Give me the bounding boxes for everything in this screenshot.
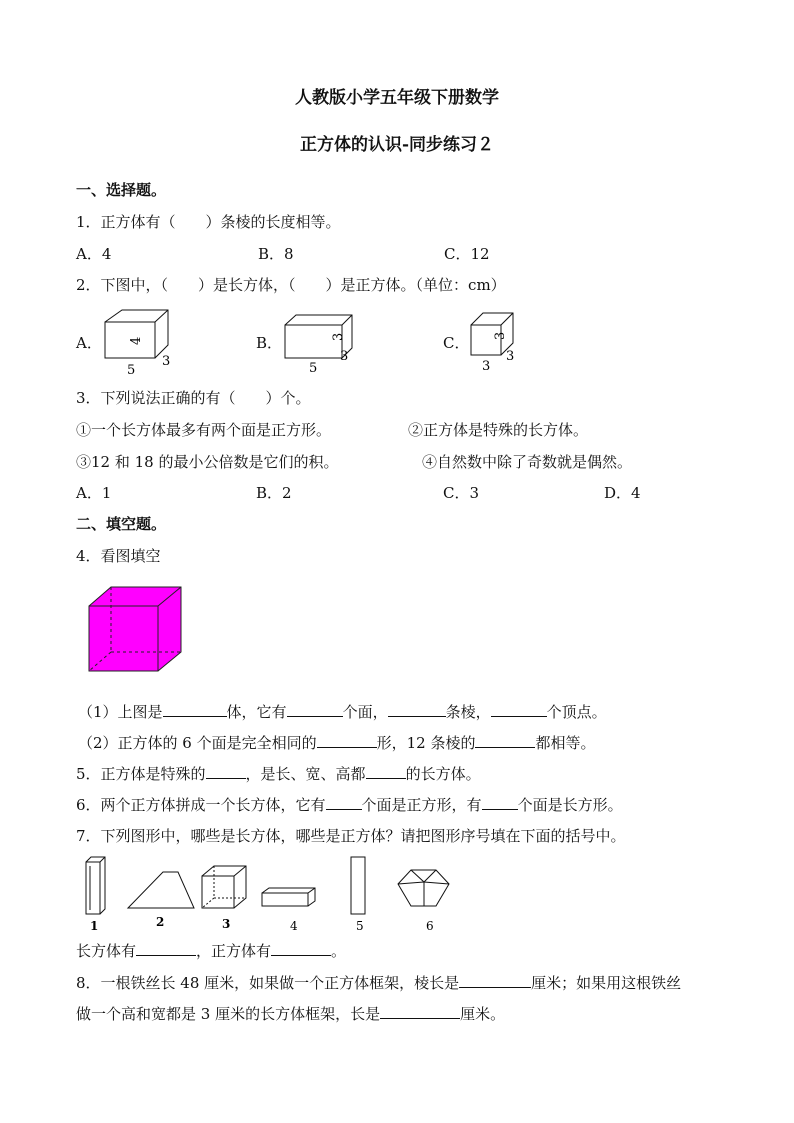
q3-option-d: D．4 xyxy=(604,484,641,502)
cube-fill xyxy=(89,587,181,671)
q4-line-2 xyxy=(78,733,596,753)
q3-statement-4: ④自然数中除了奇数就是偶然。 xyxy=(422,453,633,471)
q7-num-2: 2 xyxy=(156,915,165,929)
q4-l2-part1: （2）正方体的 6 个面是完全相同的 xyxy=(78,734,317,752)
fig-b-depth-label: 3 xyxy=(340,349,349,364)
q5-part2: ，是长、宽、高都 xyxy=(245,765,366,783)
q8-l1-part1: 8．一根铁丝长 48 厘米，如果做一个正方体框架，棱长是 xyxy=(76,974,460,992)
q4-blank-shape[interactable] xyxy=(163,702,227,717)
q2-label-b: B． xyxy=(256,334,283,352)
q1-option-c: C．12 xyxy=(444,245,490,263)
q8-blank-edge-length[interactable] xyxy=(459,973,531,988)
fig-a-height-label: 4 xyxy=(129,336,144,345)
q8-l1-part2: 厘米；如果用这根铁丝 xyxy=(531,974,682,992)
q3-option-b: B．2 xyxy=(256,484,292,502)
q4-cube-figure xyxy=(86,584,186,676)
fig-a-width-label: 5 xyxy=(127,363,136,378)
q6-blank-2[interactable] xyxy=(482,795,518,810)
section-fill-title: 二、填空题。 xyxy=(76,515,167,533)
page-title: 人教版小学五年级下册数学 xyxy=(295,88,499,108)
fig-b-width-label: 5 xyxy=(309,361,318,376)
q5-part1: 5．正方体是特殊的 xyxy=(76,765,206,783)
q5-blank-1[interactable] xyxy=(206,764,246,779)
q3-statement-1: ①一个长方体最多有两个面是正方形。 xyxy=(76,421,332,439)
q7-answer-line xyxy=(76,941,346,961)
q7-figures xyxy=(76,852,466,938)
q4-blank-edge-property[interactable] xyxy=(475,733,535,748)
q4-stem: 4．看图填空 xyxy=(76,547,161,565)
fig-c-width-label: 3 xyxy=(482,359,491,374)
fig-c-height-label: 3 xyxy=(493,331,508,340)
q7-num-1: 1 xyxy=(90,919,99,933)
q7-num-4: 4 xyxy=(290,919,298,933)
q4-line-1 xyxy=(78,702,607,722)
q3-option-c: C．3 xyxy=(443,484,480,502)
q4-l1-part2: 体，它有 xyxy=(226,703,287,721)
q8-line-1 xyxy=(76,973,681,993)
q4-l1-part3: 个面， xyxy=(342,703,388,721)
q8-blank-length[interactable] xyxy=(380,1004,460,1019)
q8-l2-part2: 厘米。 xyxy=(460,1005,506,1023)
q7-blank-cuboid[interactable] xyxy=(136,941,196,956)
q7-num-3: 3 xyxy=(222,917,231,931)
q4-blank-edges[interactable] xyxy=(388,702,446,717)
q7-stem: 7．下列图形中，哪些是长方体，哪些是正方体？请把图形序号填在下面的括号中。 xyxy=(76,827,626,845)
q7-ans-part1: 长方体有 xyxy=(76,942,137,960)
q4-l2-part3: 都相等。 xyxy=(535,734,596,752)
q2-stem: 2．下图中，（ ）是长方体，（ ）是正方体。（单位：cm） xyxy=(76,276,506,294)
q2-figure-a xyxy=(100,305,185,380)
q7-ans-part2: ，正方体有 xyxy=(196,942,272,960)
q2-figure-b xyxy=(280,305,360,380)
fig-c-depth-label: 3 xyxy=(506,349,515,364)
q5-part3: 的长方体。 xyxy=(405,765,481,783)
fig-a-depth-label: 3 xyxy=(162,354,171,369)
q4-l1-part5: 个顶点。 xyxy=(546,703,607,721)
q5-line xyxy=(76,764,481,784)
q3-stem: 3．下列说法正确的有（ ）个。 xyxy=(76,389,311,407)
q8-line-2 xyxy=(76,1004,505,1024)
q4-blank-vertices[interactable] xyxy=(491,702,547,717)
q6-part3: 个面是长方形。 xyxy=(517,796,623,814)
q6-part2: 个面是正方形，有 xyxy=(361,796,482,814)
q1-option-b: B．8 xyxy=(258,245,294,263)
q2-label-a: A． xyxy=(76,334,102,352)
q4-l2-part2: 形，12 条棱的 xyxy=(376,734,476,752)
q8-l2-part1: 做一个高和宽都是 3 厘米的长方体框架，长是 xyxy=(76,1005,381,1023)
q6-part1: 6．两个正方体拼成一个长方体，它有 xyxy=(76,796,326,814)
page-subtitle: 正方体的认识-同步练习２ xyxy=(299,135,495,155)
q7-ans-part3: 。 xyxy=(331,942,347,960)
q3-option-a: A．1 xyxy=(76,484,112,502)
q7-num-5: 5 xyxy=(356,919,364,933)
q6-line xyxy=(76,795,623,815)
q6-blank-1[interactable] xyxy=(326,795,362,810)
q2-figure-c xyxy=(466,305,526,380)
q5-blank-2[interactable] xyxy=(366,764,406,779)
q3-statement-2: ②正方体是特殊的长方体。 xyxy=(408,421,589,439)
section-choice-title: 一、选择题。 xyxy=(76,181,167,199)
q4-l1-part4: 条棱， xyxy=(445,703,491,721)
q4-blank-face-shape[interactable] xyxy=(317,733,377,748)
q2-label-c: C． xyxy=(443,334,470,352)
q1-stem: 1．正方体有（ ）条棱的长度相等。 xyxy=(76,213,341,231)
q1-option-a: A．4 xyxy=(76,245,112,263)
q7-blank-cube[interactable] xyxy=(271,941,331,956)
q7-num-6: 6 xyxy=(426,919,434,933)
q4-blank-faces[interactable] xyxy=(287,702,343,717)
q3-statement-3: ③12 和 18 的最小公倍数是它们的积。 xyxy=(76,453,339,471)
fig-b-height-label: 3 xyxy=(331,332,346,341)
q4-l1-part1: （1）上图是 xyxy=(78,703,163,721)
